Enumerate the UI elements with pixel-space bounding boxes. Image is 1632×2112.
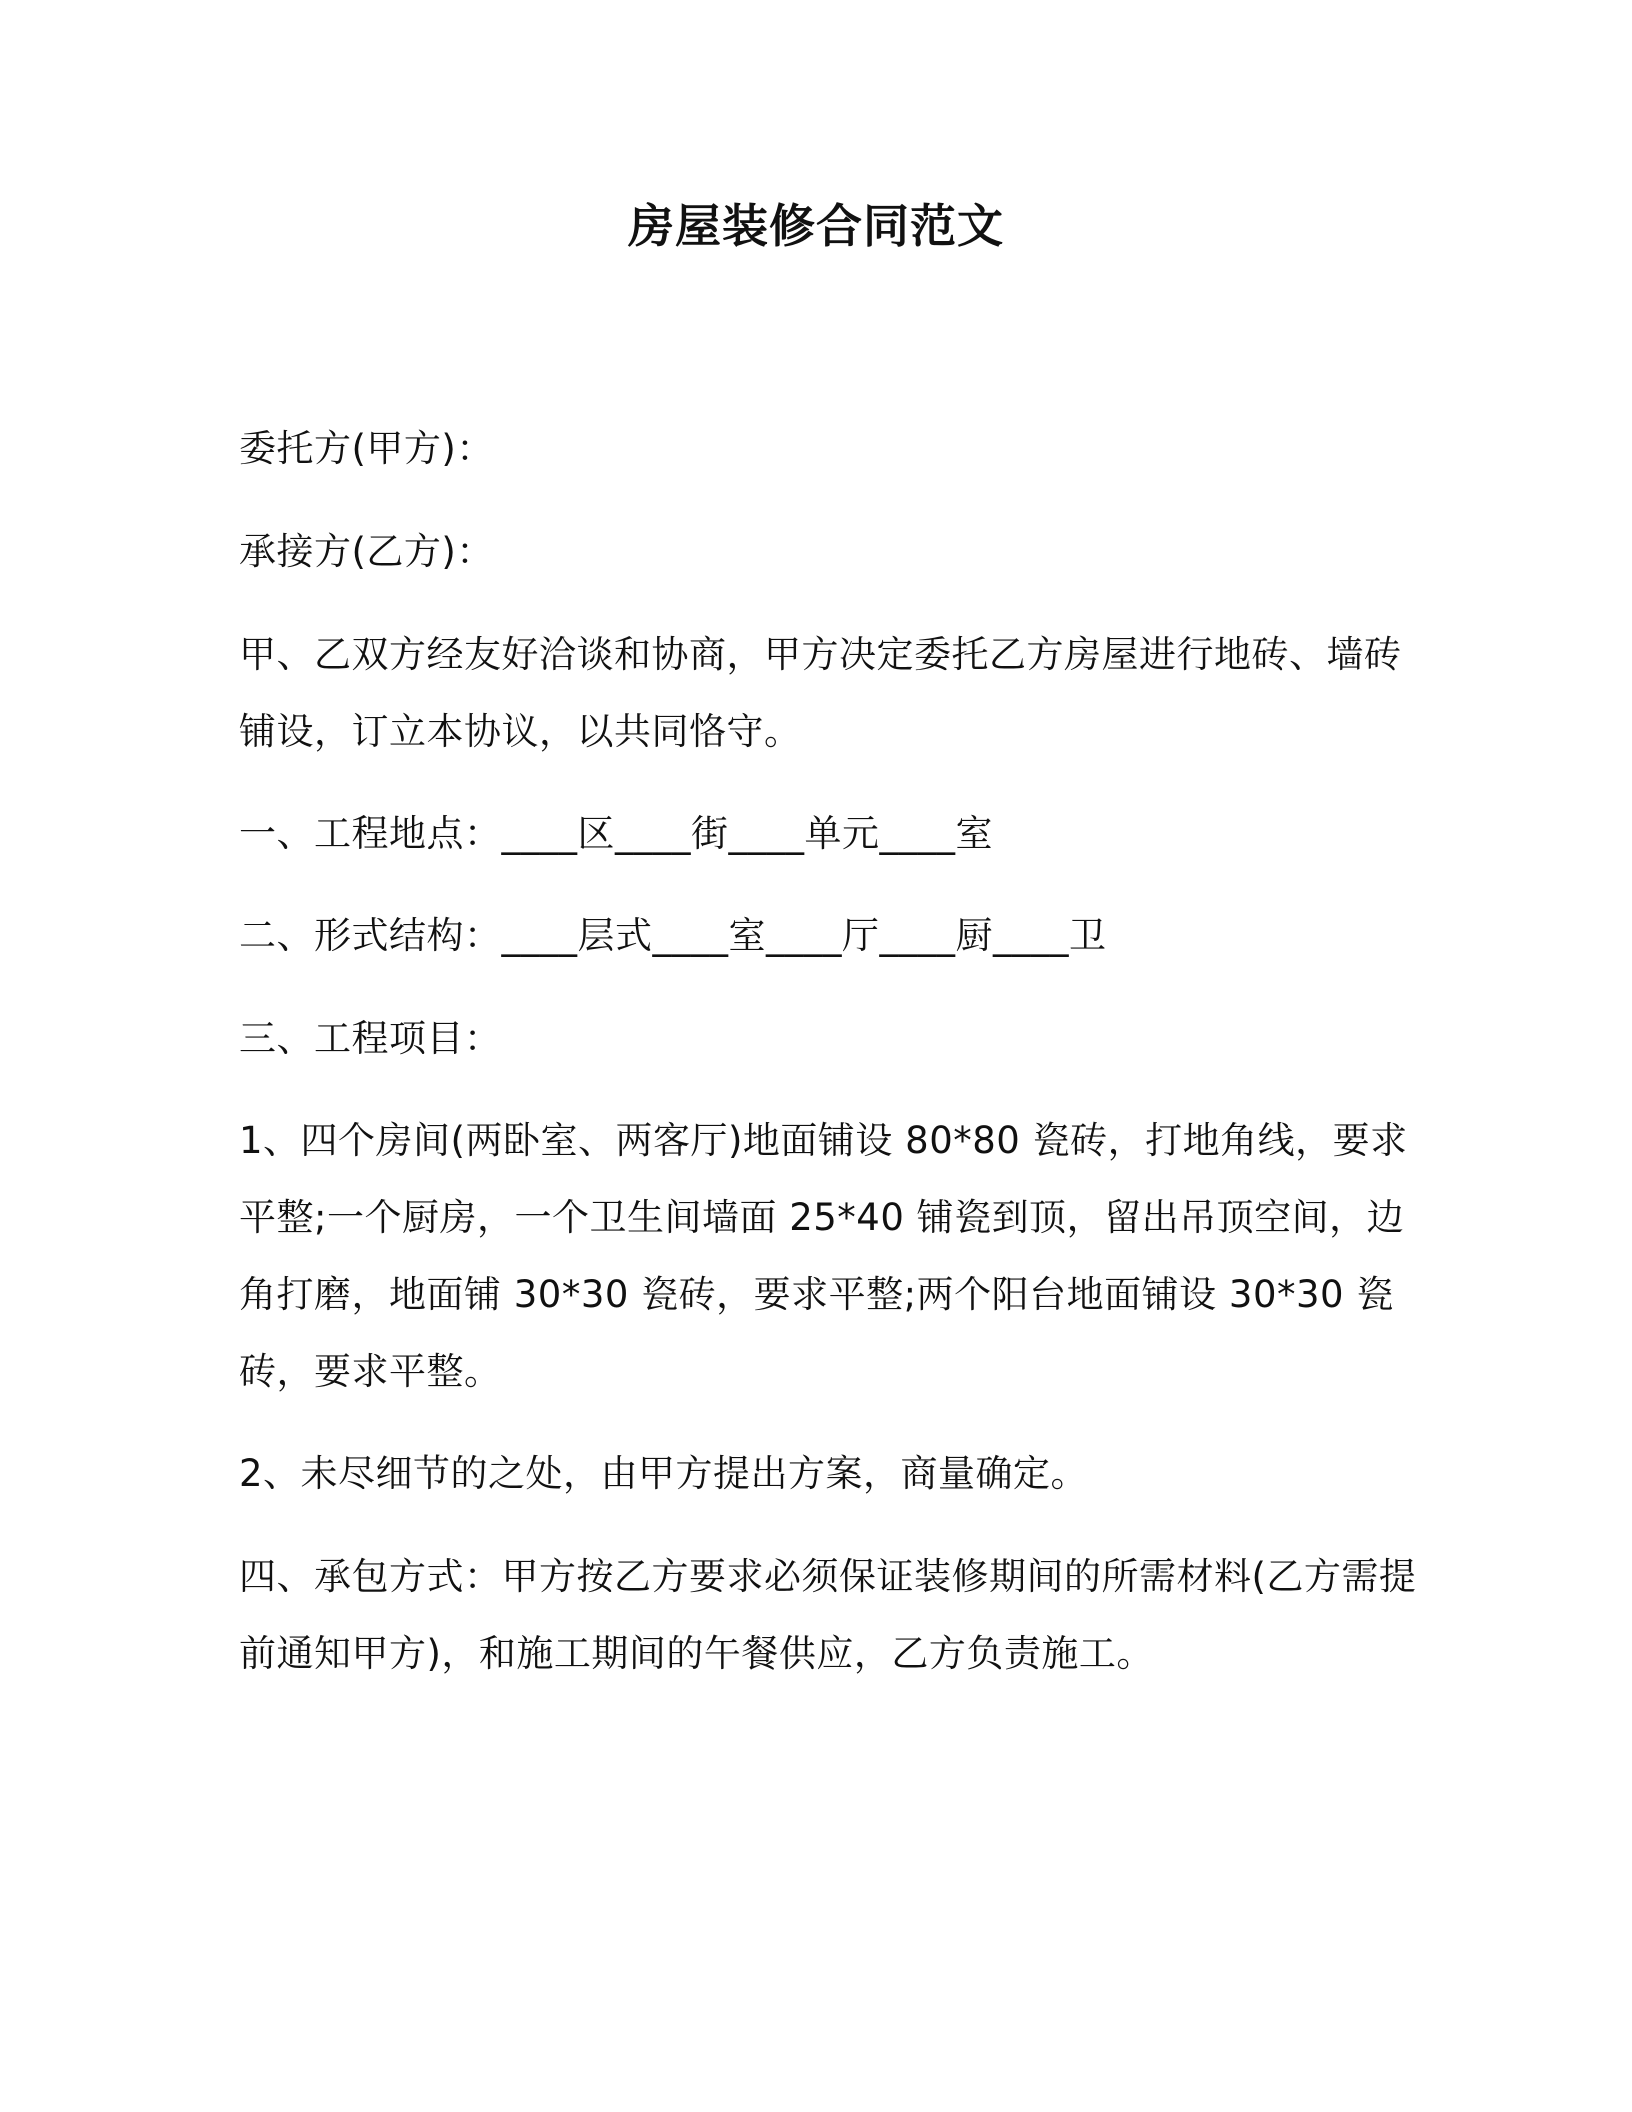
section-structure-text: 二、形式结构：____层式____室____厅____厨____卫 bbox=[239, 914, 1107, 957]
section-contract-method bbox=[239, 1538, 1419, 1692]
party-a-text: 委托方(甲方)： bbox=[239, 427, 494, 470]
section-project-location-text: 一、工程地点：____区____街____单元____室 bbox=[239, 812, 993, 855]
intro-text: 甲、乙双方经友好洽谈和协商，甲方决定委托乙方房屋进行地砖、墙砖铺设，订立本协议，以共同恪守。 bbox=[239, 633, 1402, 753]
section-project-items-heading: 三、工程项目： bbox=[239, 1017, 502, 1060]
project-item-1 bbox=[239, 1102, 1419, 1410]
party-b-text: 承接方(乙方)： bbox=[239, 530, 494, 573]
project-item-1-text: 1、四个房间(两卧室、两客厅)地面铺设 80*80 瓷砖，打地角线，要求平整;一个厨房，一个卫生间墙面 25*40 铺瓷到顶，留出吊顶空间，边角打磨，地面铺 30*30 瓷砖，要求平整;两个阳台地面铺设 30*30 瓷砖，要求平整。 bbox=[239, 1119, 1408, 1393]
section-project-items bbox=[239, 1000, 1419, 1077]
intro-paragraph bbox=[239, 616, 1419, 770]
party-b-line bbox=[239, 513, 1419, 590]
project-item-2-text: 2、未尽细节的之处，由甲方提出方案，商量确定。 bbox=[239, 1452, 1089, 1495]
party-a-line bbox=[239, 410, 1419, 487]
project-item-2 bbox=[239, 1435, 1419, 1512]
document-title: 房屋装修合同范文 bbox=[628, 199, 1004, 253]
section-structure bbox=[239, 897, 1419, 974]
section-contract-method-text: 四、承包方式：甲方按乙方要求必须保证装修期间的所需材料(乙方需提前通知甲方)，和施工期间的午餐供应，乙方负责施工。 bbox=[239, 1555, 1417, 1675]
section-project-location bbox=[239, 795, 1419, 872]
